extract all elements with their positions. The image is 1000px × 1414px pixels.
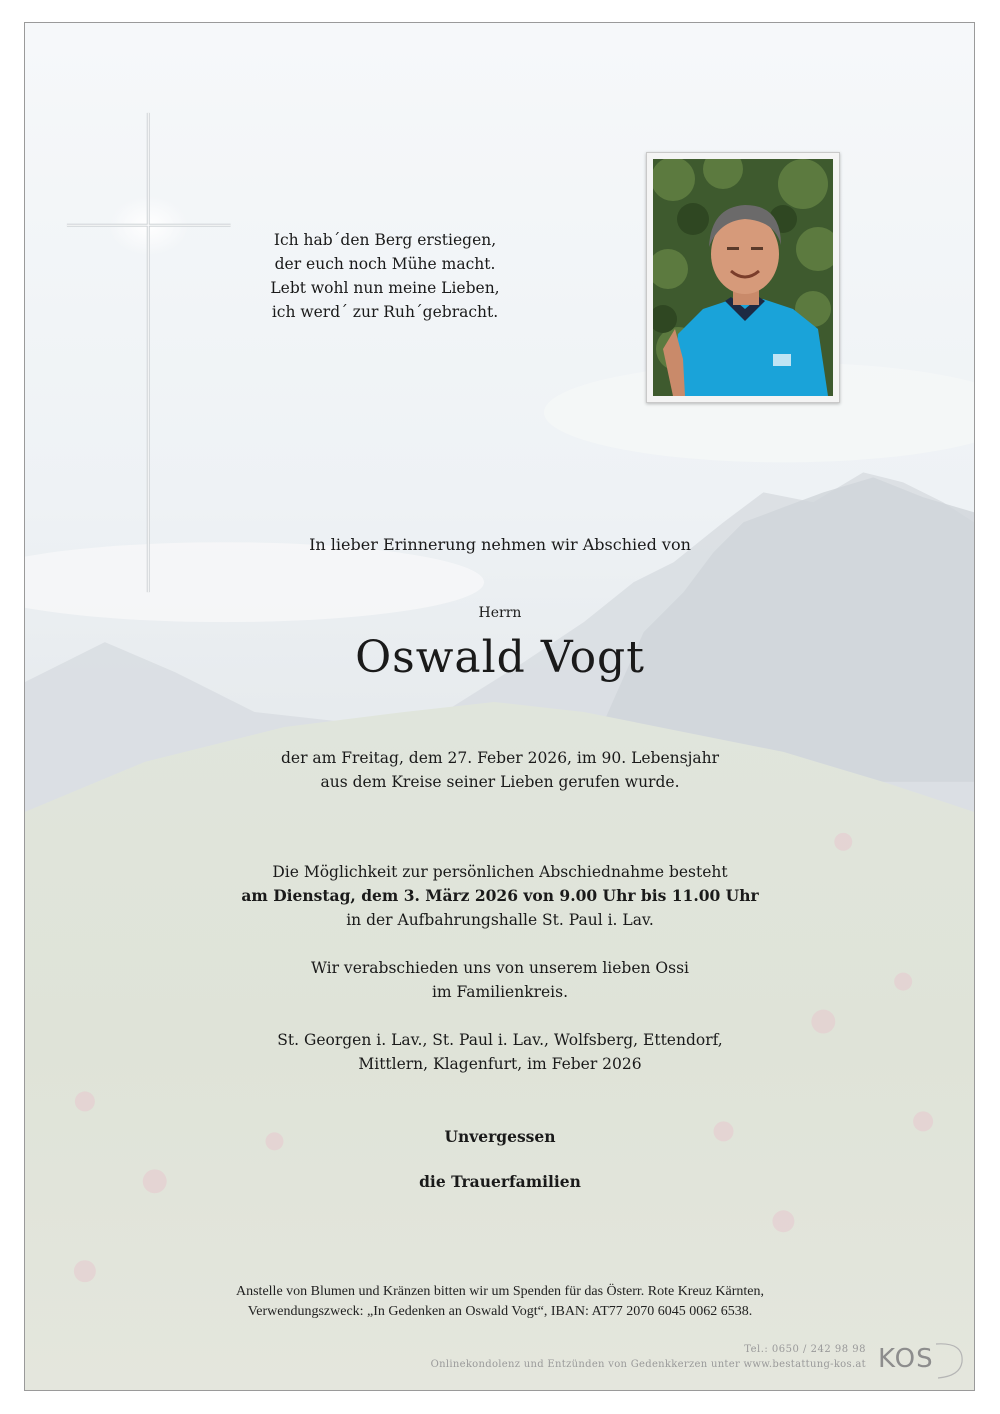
farewell-location: in der Aufbahrungshalle St. Paul i. Lav.	[346, 911, 654, 929]
kos-logo	[876, 1340, 966, 1380]
salutation: Herrn	[478, 605, 522, 621]
intro-text: In lieber Erinnerung nehmen wir Abschied von	[309, 535, 691, 554]
logo-text: KOS	[878, 1344, 934, 1374]
unforgotten-text: Unvergessen	[444, 1127, 556, 1146]
portrait-photo	[653, 159, 833, 396]
mourning-families: die Trauerfamilien	[419, 1172, 581, 1191]
farewell-info	[0, 860, 1000, 932]
poem	[240, 228, 530, 324]
donation-line: Verwendungszweck: „In Gedenken an Oswald Vogt“, IBAN: AT77 2070 6045 0062 6538.	[247, 1304, 753, 1319]
family-message-line: im Familienkreis.	[431, 983, 569, 1001]
poem-line: Lebt wohl nun meine Lieben,	[270, 279, 500, 297]
portrait-photo-frame	[646, 152, 840, 403]
poem-line: Ich hab´den Berg erstiegen,	[273, 231, 497, 249]
places-line: St. Georgen i. Lav., St. Paul i. Lav., Wolfsberg, Ettendorf,	[277, 1031, 723, 1049]
family-message	[0, 956, 1000, 1004]
family-message-line: Wir verabschieden uns von unserem lieben Ossi	[310, 959, 690, 977]
death-line: aus dem Kreise seiner Lieben gerufen wurde.	[320, 773, 680, 791]
places-line: Mittlern, Klagenfurt, im Feber 2026	[358, 1055, 642, 1073]
footer-online-condolence: Onlinekondolenz und Entzünden von Gedenkkerzen unter www.bestattung-kos.at	[430, 1359, 866, 1370]
farewell-line: Die Möglichkeit zur persönlichen Abschiednahme besteht	[272, 863, 728, 881]
poem-line: der euch noch Mühe macht.	[274, 255, 496, 273]
death-notice	[0, 746, 1000, 794]
footer-phone: Tel.: 0650 / 242 98 98	[744, 1344, 866, 1355]
donation-request	[0, 1282, 1000, 1322]
places-date	[0, 1028, 1000, 1076]
death-line: der am Freitag, dem 27. Feber 2026, im 90. Lebensjahr	[280, 749, 720, 767]
donation-line: Anstelle von Blumen und Kränzen bitten wir um Spenden für das Österr. Rote Kreuz Kärnten,	[236, 1284, 764, 1299]
poem-line: ich werd´ zur Ruh´gebracht.	[271, 303, 499, 321]
farewell-date: am Dienstag, dem 3. März 2026 von 9.00 Uhr bis 11.00 Uhr	[241, 886, 759, 905]
deceased-name: Oswald Vogt	[355, 632, 645, 683]
